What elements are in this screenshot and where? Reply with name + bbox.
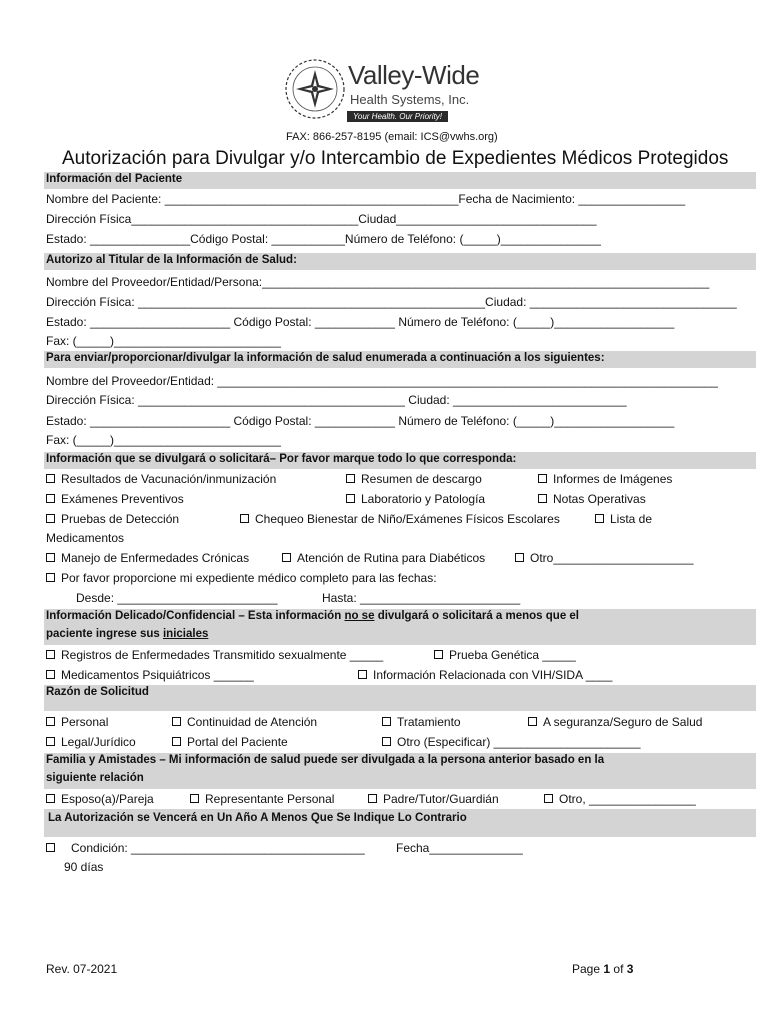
checkbox-icon[interactable]: [358, 670, 367, 679]
section-heading-holder: Autorizo al Titular de la Información de Salud:: [46, 254, 297, 266]
holder-address-line[interactable]: Dirección Física: ____________________________________________________Ciudad: _______________________________: [46, 295, 737, 309]
option-personal-representative[interactable]: Representante Personal: [190, 792, 334, 806]
option-discharge-summary[interactable]: Resumen de descargo: [346, 472, 482, 486]
option-personal[interactable]: Personal: [46, 715, 108, 729]
recipient-name-line[interactable]: Nombre del Proveedor/Entidad: ___________________________________________________________________________: [46, 374, 718, 388]
checkbox-icon[interactable]: [172, 737, 181, 746]
option-family-other[interactable]: Otro, ________________: [544, 792, 696, 806]
checkbox-icon[interactable]: [46, 494, 55, 503]
option-reason-other[interactable]: Otro (Especificar) ______________________: [382, 735, 641, 749]
page-title: Autorización para Divulgar y/o Intercambio de Expedientes Médicos Protegidos: [62, 148, 729, 169]
option-patient-portal[interactable]: Portal del Paciente: [172, 735, 288, 749]
logo-name: Valley-Wide: [348, 60, 480, 90]
option-genetic-test[interactable]: Prueba Genética _____: [434, 648, 576, 662]
option-medication-list[interactable]: Lista de: [595, 512, 652, 526]
option-chronic-disease[interactable]: Manejo de Enfermedades Crónicas: [46, 551, 249, 565]
section-heading-expire: La Autorización se Vencerá en Un Año A Menos Que Se Indique Lo Contrario: [48, 812, 467, 824]
patient-address-line[interactable]: Dirección Física__________________________________Ciudad______________________________: [46, 212, 597, 226]
section-heading-recipient: Para enviar/proporcionar/divulgar la información de salud enumerada a continuación a los siguientes:: [46, 352, 605, 364]
checkbox-icon[interactable]: [46, 474, 55, 483]
contact-line: FAX: 866-257-8195 (email: ICS@vwhs.org): [286, 131, 498, 143]
checkbox-icon[interactable]: [515, 553, 524, 562]
patient-name-line[interactable]: Nombre del Paciente: ____________________________________________Fecha de Nacimiento: ________________: [46, 192, 686, 206]
checkbox-icon[interactable]: [240, 514, 249, 523]
checkbox-icon[interactable]: [46, 843, 55, 852]
holder-fax-line[interactable]: Fax: (_____)_________________________: [46, 334, 281, 348]
checkbox-icon[interactable]: [346, 474, 355, 483]
checkbox-icon[interactable]: [368, 794, 377, 803]
section-heading-reason: Razón de Solicitud: [46, 686, 149, 698]
date-to-field[interactable]: Hasta: ________________________: [322, 591, 521, 605]
option-complete-record[interactable]: Por favor proporcione mi expediente médico completo para las fechas:: [46, 571, 437, 585]
checkbox-icon[interactable]: [46, 650, 55, 659]
option-parent-guardian[interactable]: Padre/Tutor/Guardián: [368, 792, 499, 806]
checkbox-icon[interactable]: [46, 794, 55, 803]
option-treatment[interactable]: Tratamiento: [382, 715, 461, 729]
recipient-address-line[interactable]: Dirección Física: ________________________________________ Ciudad: __________________________: [46, 393, 627, 407]
checkbox-icon[interactable]: [544, 794, 553, 803]
option-hiv-info[interactable]: Información Relacionada con VIH/SIDA ____: [358, 668, 612, 682]
option-condition[interactable]: Condición: ___________________________________: [46, 841, 365, 855]
checkbox-icon[interactable]: [595, 514, 604, 523]
section-heading-family-2: siguiente relación: [46, 772, 144, 784]
option-preventive-exams[interactable]: Exámenes Preventivos: [46, 492, 184, 506]
recipient-state-line[interactable]: Estado: _____________________ Código Postal: ____________ Número de Teléfono: (_____)__________________: [46, 414, 675, 428]
recipient-fax-line[interactable]: Fax: (_____)_________________________: [46, 433, 281, 447]
checkbox-icon[interactable]: [538, 474, 547, 483]
option-psychiatric-meds[interactable]: Medicamentos Psiquiátricos ______: [46, 668, 254, 682]
section-heading-patient: Información del Paciente: [46, 173, 183, 185]
option-vaccination[interactable]: Resultados de Vacunación/inmunización: [46, 472, 276, 486]
holder-name-line[interactable]: Nombre del Proveedor/Entidad/Persona:___________________________________________________________________: [46, 275, 710, 289]
date-from-field[interactable]: Desde: ________________________: [76, 591, 278, 605]
checkbox-icon[interactable]: [46, 514, 55, 523]
checkbox-icon[interactable]: [46, 573, 55, 582]
checkbox-icon[interactable]: [538, 494, 547, 503]
checkbox-icon[interactable]: [46, 553, 55, 562]
checkbox-icon[interactable]: [172, 717, 181, 726]
option-legal[interactable]: Legal/Jurídico: [46, 735, 136, 749]
section-heading-sensitive-2: paciente ingrese sus iniciales: [46, 628, 209, 640]
checkbox-icon[interactable]: [190, 794, 199, 803]
section-bar-reason: [44, 685, 756, 711]
section-heading-family: Familia y Amistades – Mi información de salud puede ser divulgada a la persona anterior basado en la: [46, 754, 605, 766]
logo-subtitle: Health Systems, Inc.: [350, 92, 470, 107]
patient-state-line[interactable]: Estado: _______________Código Postal: ___________Número de Teléfono: (_____)_______________: [46, 232, 601, 246]
holder-state-line[interactable]: Estado: _____________________ Código Postal: ____________ Número de Teléfono: (_____)__________________: [46, 315, 675, 329]
checkbox-icon[interactable]: [46, 717, 55, 726]
option-operative-notes[interactable]: Notas Operativas: [538, 492, 646, 506]
checkbox-icon[interactable]: [382, 737, 391, 746]
logo-tagline: Your Health. Our Priority!: [347, 111, 448, 122]
option-lab-pathology[interactable]: Laboratorio y Patología: [346, 492, 485, 506]
option-continuity[interactable]: Continuidad de Atención: [172, 715, 317, 729]
checkbox-icon[interactable]: [282, 553, 291, 562]
option-medication-list-cont: Medicamentos: [46, 531, 125, 545]
option-std-records[interactable]: Registros de Enfermedades Transmitido sexualmente _____: [46, 648, 383, 662]
expire-date-field[interactable]: Fecha______________: [396, 841, 523, 855]
checkbox-icon[interactable]: [46, 670, 55, 679]
checkbox-icon[interactable]: [528, 717, 537, 726]
section-heading-sensitive: Información Delicado/Confidencial – Esta información no se divulgará o solicitará a menos que el: [46, 610, 580, 622]
checkbox-icon[interactable]: [346, 494, 355, 503]
option-other[interactable]: Otro_____________________: [515, 551, 694, 565]
option-imaging-reports[interactable]: Informes de Imágenes: [538, 472, 672, 486]
compass-logo-icon: [284, 58, 346, 120]
option-insurance[interactable]: A seguranza/Seguro de Salud: [528, 715, 702, 729]
option-spouse[interactable]: Esposo(a)/Pareja: [46, 792, 154, 806]
option-screening-tests[interactable]: Pruebas de Detección: [46, 512, 179, 526]
revision-label: Rev. 07-2021: [46, 962, 118, 976]
checkbox-icon[interactable]: [434, 650, 443, 659]
section-heading-info: Información que se divulgará o solicitará– Por favor marque todo lo que corresponda:: [46, 453, 517, 465]
checkbox-icon[interactable]: [46, 737, 55, 746]
option-diabetic-care[interactable]: Atención de Rutina para Diabéticos: [282, 551, 485, 565]
expire-days: 90 días: [64, 860, 104, 874]
checkbox-icon[interactable]: [382, 717, 391, 726]
page-number: Page 1 of 3: [572, 962, 634, 976]
option-child-wellness[interactable]: Chequeo Bienestar de Niño/Exámenes Físicos Escolares: [240, 512, 560, 526]
